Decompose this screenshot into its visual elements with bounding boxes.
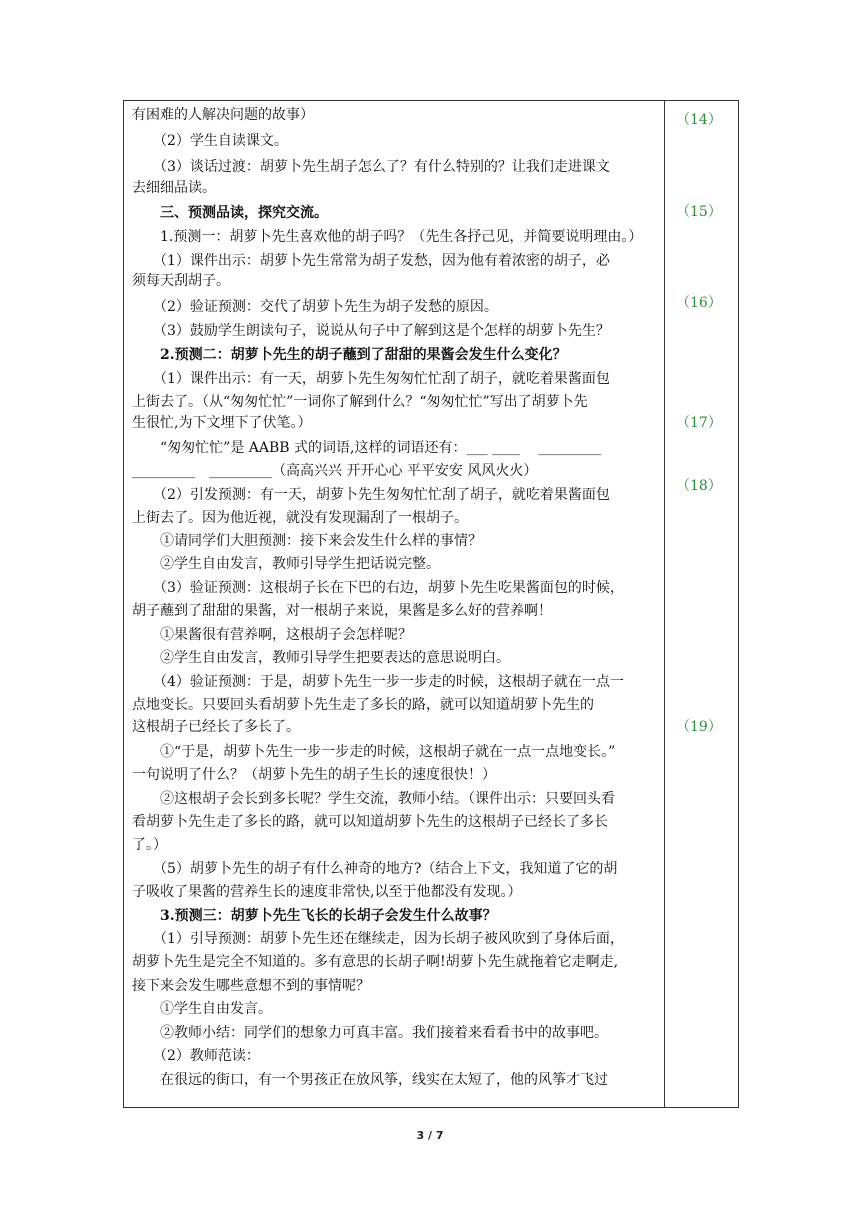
text-line: 胡萝卜先生是完全不知道的。多有意思的长胡子啊!胡萝卜先生就拖着它走啊走, [132,954,619,970]
section-heading: 三、预测品读，探究交流。 [132,205,328,221]
text-line: 子吸收了果酱的营养生长的速度非常快,以至于他都没有发现。） [132,884,522,900]
note-marker: （18） [676,478,722,494]
text-line: ①请同学们大胆预测：接下来会发生什么样的事情？ [132,533,482,549]
text-line: （2）验证预测：交代了胡萝卜先生为胡子发愁的原因。 [132,299,498,315]
text-line: 上街去了。（从“匆匆忙忙”一词你了解到什么？“匆匆忙忙”写出了胡萝卜先 [132,394,588,410]
prediction-heading: 1.预测一：胡萝卜先生喜欢他的胡子吗？（先生各抒己见，并简要说明理由。） [132,229,643,245]
text-line: （2）引发预测：有一天，胡萝卜先生匆匆忙忙刮了胡子，就吃着果酱面包 [132,487,610,503]
text-line: 去细细品读。 [132,180,216,196]
note-marker: （16） [676,295,722,311]
text-line: 这根胡子已经长了多长了。 [132,719,300,735]
text-line: ②学生自由发言，教师引导学生把要表达的意思说明白。 [132,650,510,666]
text-line: 有困难的人解决问题的故事） [132,107,314,123]
note-marker: （17） [676,415,722,431]
text-line: （3）谈话过渡：胡萝卜先生胡子怎么了？有什么特别的？让我们走进课文 [132,159,610,175]
text-line: （2）教师范读： [132,1048,260,1064]
text-line: 上街去了。因为他近视，就没有发现漏刮了一根胡子。 [132,510,468,526]
text-line: （2）学生自读课文。 [132,133,288,149]
text-line: “匆匆忙忙”是 AABB 式的词语,这样的词语还有：___ ____ _________ [132,440,602,456]
text-line: （4）验证预测：于是，胡萝卜先生一步一步走的时候，这根胡子就在一点一 [132,674,624,690]
text-line: （1）课件出示：有一天，胡萝卜先生匆匆忙忙刮了胡子，就吃着果酱面包 [132,371,610,387]
text-line: （1）课件出示：胡萝卜先生常常为胡子发愁，因为他有着浓密的胡子，必 [132,253,610,269]
note-marker: （15） [676,204,722,220]
text-line: 了。） [132,837,167,853]
text-line: （3）鼓励学生朗读句子，说说从句子中了解到这是个怎样的胡萝卜先生？ [132,323,610,339]
text-line: 一句说明了什么？（胡萝卜先生的胡子生长的速度很快！） [132,767,496,783]
text-line: ②教师小结：同学们的想象力可真丰富。我们接着来看看书中的故事吧。 [132,1025,608,1041]
text-line: （1）引导预测：胡萝卜先生还在继续走，因为长胡子被风吹到了身体后面， [132,931,624,947]
text-line: （3）验证预测：这根胡子长在下巴的右边，胡萝卜先生吃果酱面包的时候， [132,580,624,596]
text-line: ①学生自由发言。 [132,1001,272,1017]
text-line: 须每天刮胡子。 [132,273,230,289]
note-marker: （19） [676,719,722,735]
text-line: 生很忙,为下文埋下了伏笔。） [132,415,312,431]
text-line: ②这根胡子会长到多长呢？学生交流，教师小结。（课件出示：只要回头看 [132,791,615,807]
text-line: 看胡萝卜先生走了多长的路，就可以知道胡萝卜先生的这根胡子已经长了多长 [132,814,608,830]
text-line: ②学生自由发言，教师引导学生把话说完整。 [132,556,440,572]
text-line: ①果酱很有营养啊，这根胡子会怎样呢？ [132,627,412,643]
text-line: 胡子蘸到了甜甜的果酱，对一根胡子来说，果酱是多么好的营养啊！ [132,603,552,619]
text-line: 在很远的街口，有一个男孩正在放风筝，线实在太短了，他的风筝才飞过 [132,1072,608,1088]
text-line: ①“于是，胡萝卜先生一步一步走的时候，这根胡子就在一点一点地变长。” [132,744,616,760]
text-line: _________ _________（高高兴兴 开开心心 平平安安 风风火火） [132,463,538,479]
note-marker: （14） [676,112,722,128]
column-divider [664,100,665,1108]
text-line: （5）胡萝卜先生的胡子有什么神奇的地方?（结合上下文，我知道了它的胡 [132,861,618,877]
page-number: 3 / 7 [416,1129,444,1142]
text-line: 点地变长。只要回头看胡萝卜先生走了多长的路，就可以知道胡萝卜先生的 [132,697,594,713]
prediction-heading: 3.预测三：胡萝卜先生飞长的长胡子会发生什么故事？ [132,908,497,924]
prediction-heading: 2.预测二：胡萝卜先生的胡子蘸到了甜甜的果酱会发生什么变化？ [132,347,567,363]
text-line: 接下来会发生哪些意想不到的事情呢？ [132,978,370,994]
